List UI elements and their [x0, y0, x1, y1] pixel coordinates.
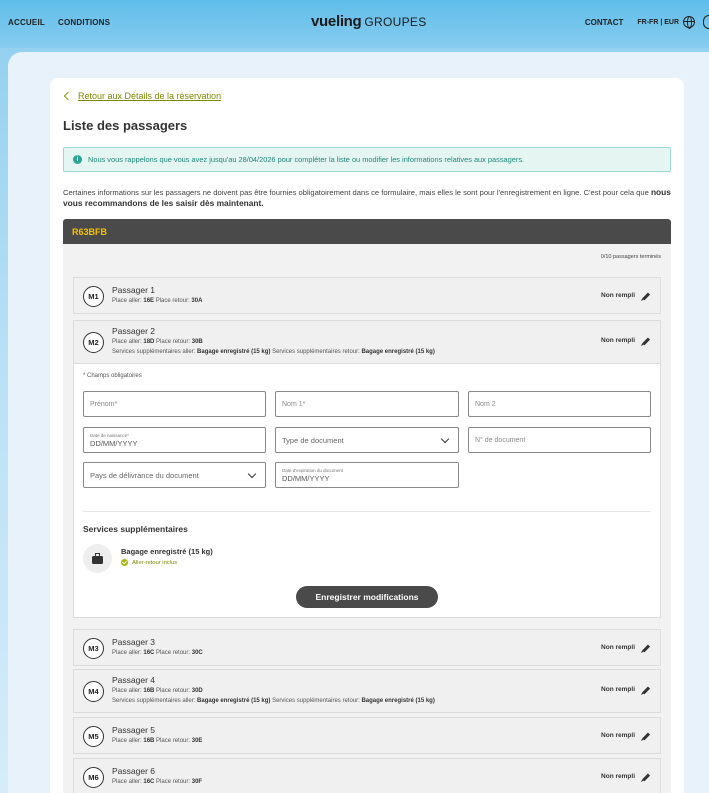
passenger-seats	[112, 738, 202, 744]
document-type-placeholder: Type de document	[282, 435, 344, 445]
description-normal: Certaines informations sur les passagers ne doivent pas être fournies obligatoirement dans ce formulaire, mais elles le sont pour l'enregistrement en ligne. C'est pour cela que	[63, 188, 651, 197]
seat-out-label: Place aller:	[112, 298, 142, 304]
seat-out-value: 16C	[143, 650, 155, 656]
passenger-badge: M6	[83, 767, 104, 788]
seat-in-value: 30A	[191, 298, 203, 304]
vueling-logo[interactable]	[311, 13, 427, 30]
required-fields-note: * Champs obligatoires	[83, 373, 142, 379]
back-link[interactable]	[65, 91, 221, 101]
seat-out-value: 18D	[143, 339, 155, 345]
bag-service-included	[121, 559, 177, 566]
services-out-value: Bagage enregistré (15 kg)	[197, 349, 271, 355]
bag-icon-circle	[83, 544, 112, 573]
nav-home-link[interactable]: ACCUEIL	[8, 18, 45, 27]
passenger-name: Passager 2	[112, 326, 155, 336]
passenger-form	[73, 364, 661, 618]
services-in-label: Services supplémentaires retour:	[272, 349, 360, 355]
passenger-name: Passager 4	[112, 675, 155, 685]
nav-conditions-link[interactable]: CONDITIONS	[57, 18, 111, 27]
logo-sub: GROUPES	[364, 15, 427, 29]
services-out-label: Services supplémentaires aller:	[112, 349, 196, 355]
last-name1-field[interactable]	[275, 391, 459, 417]
back-link-text[interactable]: Retour aux Détails de la réservation	[78, 91, 222, 101]
last-name2-placeholder: Nom 2	[475, 400, 496, 408]
seat-in-value: 30C	[191, 650, 203, 656]
passenger-seats	[112, 779, 202, 785]
passenger-list-card	[50, 78, 684, 793]
divider	[83, 511, 651, 512]
passenger-row-4[interactable]	[73, 669, 661, 713]
edit-pencil-icon[interactable]	[642, 293, 649, 300]
user-icon[interactable]	[703, 15, 709, 29]
seat-in-label: Place retour:	[155, 298, 190, 304]
seat-in-value: 30F	[191, 779, 203, 785]
passenger-row-3[interactable]	[73, 629, 661, 666]
seat-in-label: Place retour:	[156, 339, 191, 345]
seat-out-label: Place aller:	[112, 688, 142, 694]
passenger-seats	[112, 298, 202, 304]
nav-right	[585, 15, 709, 29]
page-title: Liste des passagers	[63, 118, 188, 133]
suitcase-icon	[92, 556, 103, 564]
expiry-date-field[interactable]	[275, 462, 459, 488]
status-badge: Non rempli	[601, 337, 635, 344]
last-name2-field[interactable]	[468, 391, 651, 417]
first-name-placeholder: Prénom*	[90, 400, 118, 408]
seat-out-label: Place aller:	[112, 779, 142, 785]
birth-date-value: DD/MM/YYYY	[90, 438, 138, 448]
expiry-date-label: Date d'expiration du document	[282, 467, 343, 473]
status-badge: Non rempli	[601, 292, 635, 299]
services-in-label: Services supplémentaires retour:	[272, 698, 360, 704]
seat-out-label: Place aller:	[112, 339, 142, 345]
logo-brand: vueling	[311, 13, 362, 30]
passenger-seats	[112, 688, 203, 694]
document-type-select[interactable]	[275, 427, 459, 453]
seat-in-value: 30D	[191, 688, 203, 694]
passenger-row-5[interactable]	[73, 717, 661, 754]
services-out-label: Services supplémentaires aller:	[112, 698, 196, 704]
nav-contact-link[interactable]: CONTACT	[584, 17, 624, 27]
edit-pencil-icon[interactable]	[642, 774, 649, 781]
status-badge: Non rempli	[601, 686, 635, 693]
info-text: Nous vous rappelons que vous avez jusqu'au 28/04/2026 pour compléter la liste ou modifier les informations relatives aux passagers.	[88, 155, 525, 164]
birth-date-label: Date de naissance*	[90, 432, 130, 438]
document-number-field[interactable]	[468, 427, 651, 453]
seat-out-value: 16B	[143, 738, 155, 744]
edit-pencil-icon[interactable]	[642, 645, 649, 652]
services-in-value: Bagage enregistré (15 kg)	[361, 698, 435, 704]
booking-header	[63, 219, 671, 244]
passenger-services	[112, 698, 435, 704]
passenger-badge: M1	[83, 286, 104, 307]
birth-date-field[interactable]	[83, 427, 266, 453]
passenger-badge: M2	[83, 332, 104, 353]
passenger-services	[112, 349, 435, 355]
passenger-badge: M5	[83, 726, 104, 747]
passenger-badge: M4	[83, 681, 104, 702]
passenger-name: Passager 5	[112, 725, 155, 735]
seat-in-label: Place retour:	[156, 688, 191, 694]
language-currency-selector[interactable]: FR-FR | EUR	[637, 18, 679, 26]
edit-pencil-icon[interactable]	[642, 687, 649, 694]
seat-out-value: 16C	[143, 779, 155, 785]
last-name1-placeholder: Nom 1*	[282, 400, 306, 408]
seat-out-value: 16B	[143, 688, 155, 694]
passenger-row-2[interactable]	[73, 320, 661, 364]
booking-code: R63BFB	[72, 226, 108, 237]
seat-in-label: Place retour:	[156, 738, 191, 744]
passenger-name: Passager 6	[112, 766, 155, 776]
seat-in-value: 30B	[191, 339, 203, 345]
services-title: Services supplémentaires	[83, 524, 188, 534]
passenger-row-6[interactable]	[73, 758, 661, 793]
expiry-date-value: DD/MM/YYYY	[282, 473, 330, 483]
top-navigation-bar	[0, 0, 709, 48]
nav-left	[8, 18, 110, 27]
bag-service-name: Bagage enregistré (15 kg)	[121, 547, 213, 556]
issue-country-placeholder: Pays de délivrance du document	[90, 470, 199, 480]
status-badge: Non rempli	[601, 732, 635, 739]
first-name-field[interactable]	[83, 391, 266, 417]
check-icon	[121, 559, 128, 566]
seat-in-label: Place retour:	[156, 779, 191, 785]
description-text	[63, 187, 673, 209]
seat-out-label: Place aller:	[112, 738, 142, 744]
seat-in-label: Place retour:	[156, 650, 191, 656]
document-number-placeholder: N° de document	[475, 436, 526, 444]
seat-in-value: 30E	[191, 738, 203, 744]
chevron-left-icon	[64, 92, 72, 100]
bag-service-sub: Aller-retour inclus	[132, 559, 178, 566]
edit-pencil-icon[interactable]	[642, 733, 649, 740]
description-bold: nous vous recommandons de les saisir dès maintenant.	[63, 187, 671, 208]
passenger-name: Passager 3	[112, 637, 155, 647]
save-changes-button[interactable]: Enregistrer modifications	[296, 586, 438, 608]
issue-country-select[interactable]	[83, 462, 266, 488]
passenger-badge: M3	[83, 638, 104, 659]
status-badge: Non rempli	[601, 644, 635, 651]
passenger-name: Passager 1	[112, 285, 155, 295]
services-in-value: Bagage enregistré (15 kg)	[361, 349, 435, 355]
info-icon: i	[73, 155, 82, 164]
booking-body	[63, 244, 671, 793]
passenger-counter: 0/10 passagers terminés	[600, 254, 661, 260]
globe-icon[interactable]	[683, 16, 695, 28]
info-banner	[63, 147, 671, 172]
edit-pencil-icon[interactable]	[642, 338, 649, 345]
status-badge: Non rempli	[601, 773, 635, 780]
seat-out-label: Place aller:	[112, 650, 142, 656]
passenger-seats	[112, 650, 203, 656]
seat-out-value: 16E	[143, 298, 155, 304]
services-out-value: Bagage enregistré (15 kg)	[197, 698, 271, 704]
passenger-row-1[interactable]	[73, 277, 661, 314]
passenger-seats	[112, 339, 203, 345]
